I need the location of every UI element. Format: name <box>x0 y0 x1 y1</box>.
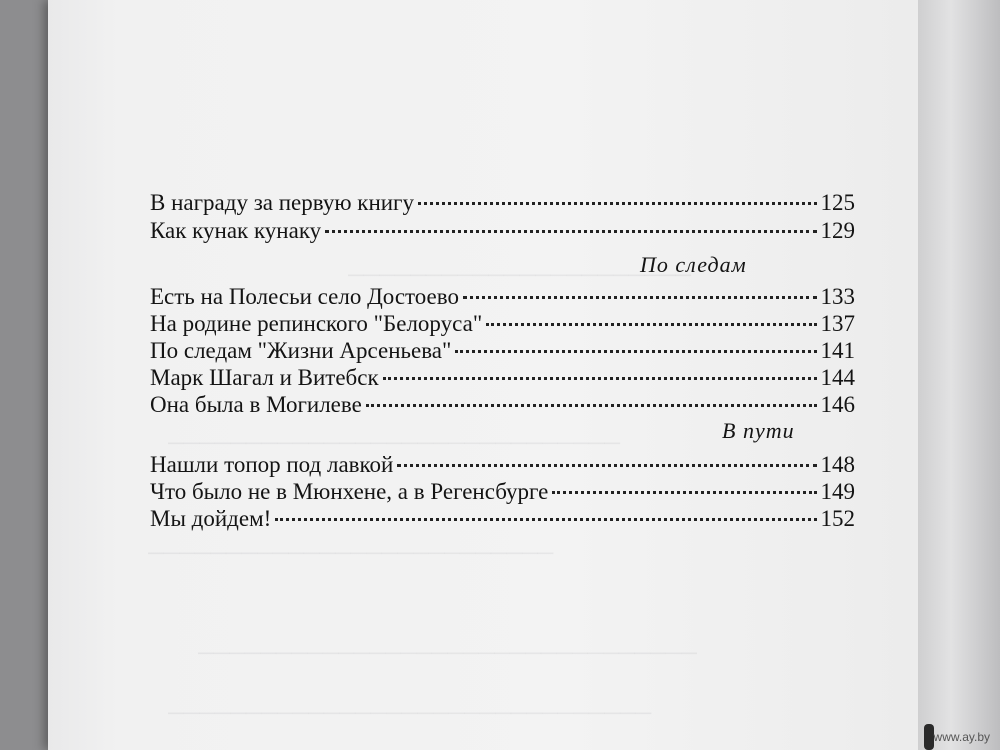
toc-entry-title: Марк Шагал и Витебск <box>150 365 379 390</box>
toc-entry-page: 129 <box>820 218 855 243</box>
toc-entry-page: 137 <box>820 311 855 336</box>
show-through-text: ────────────────────────── <box>148 540 554 565</box>
toc-entry-page: 133 <box>820 284 855 309</box>
toc-entry-title: Мы дойдем! <box>150 506 272 531</box>
toc-entry-page: 146 <box>820 392 855 417</box>
dot-leader <box>552 491 816 494</box>
show-through-text: ────────────────────── <box>348 262 691 287</box>
dot-leader <box>486 323 816 326</box>
adjacent-page-edge <box>918 0 1000 750</box>
toc-entry-title: Она была в Могилеве <box>150 392 362 417</box>
show-through-text: ──────────────────────────────── <box>198 640 697 665</box>
toc-entry-page: 152 <box>820 506 855 531</box>
toc-entry <box>150 452 855 482</box>
dot-leader <box>418 202 817 205</box>
toc-entry <box>150 506 855 536</box>
dot-leader <box>325 230 816 233</box>
toc-entry <box>150 284 855 314</box>
toc-entry-page: 125 <box>820 190 855 215</box>
watermark: www.ay.by <box>933 730 990 744</box>
dot-leader <box>455 350 816 353</box>
section-heading: В пути <box>722 418 795 443</box>
dot-leader <box>275 518 816 521</box>
dot-leader <box>463 296 817 299</box>
dot-leader <box>366 404 817 407</box>
dot-leader <box>383 377 817 380</box>
binder-clip <box>924 724 934 750</box>
toc-entry-title: Есть на Полесьи село Достоево <box>150 284 459 309</box>
toc-entry <box>150 190 855 220</box>
toc-entry-title: В награду за первую книгу <box>150 190 414 215</box>
toc-entry-title: По следам "Жизни Арсеньева" <box>150 338 452 363</box>
toc-entry <box>150 338 855 368</box>
section-heading: По следам <box>640 252 747 277</box>
dot-leader <box>397 464 816 467</box>
toc-entry-page: 148 <box>820 452 855 477</box>
show-through-text: ─────────────────────────────── <box>168 700 652 725</box>
toc-entry-page: 144 <box>820 365 855 390</box>
toc-entry <box>150 311 855 341</box>
toc-entry <box>150 218 855 248</box>
toc-entry-title: Как кунак кунаку <box>150 218 322 243</box>
toc-entry <box>150 365 855 395</box>
toc-entry <box>150 479 855 509</box>
toc-entry-title: Нашли топор под лавкой <box>150 452 394 477</box>
show-through-text: ───────────────────────────── <box>168 430 621 455</box>
toc-entry-title: Что было не в Мюнхене, а в Регенсбурге <box>150 479 549 504</box>
toc-entry-title: На родине репинского "Белоруса" <box>150 311 483 336</box>
toc-entry-page: 149 <box>820 479 855 504</box>
toc-entry-page: 141 <box>820 338 855 363</box>
